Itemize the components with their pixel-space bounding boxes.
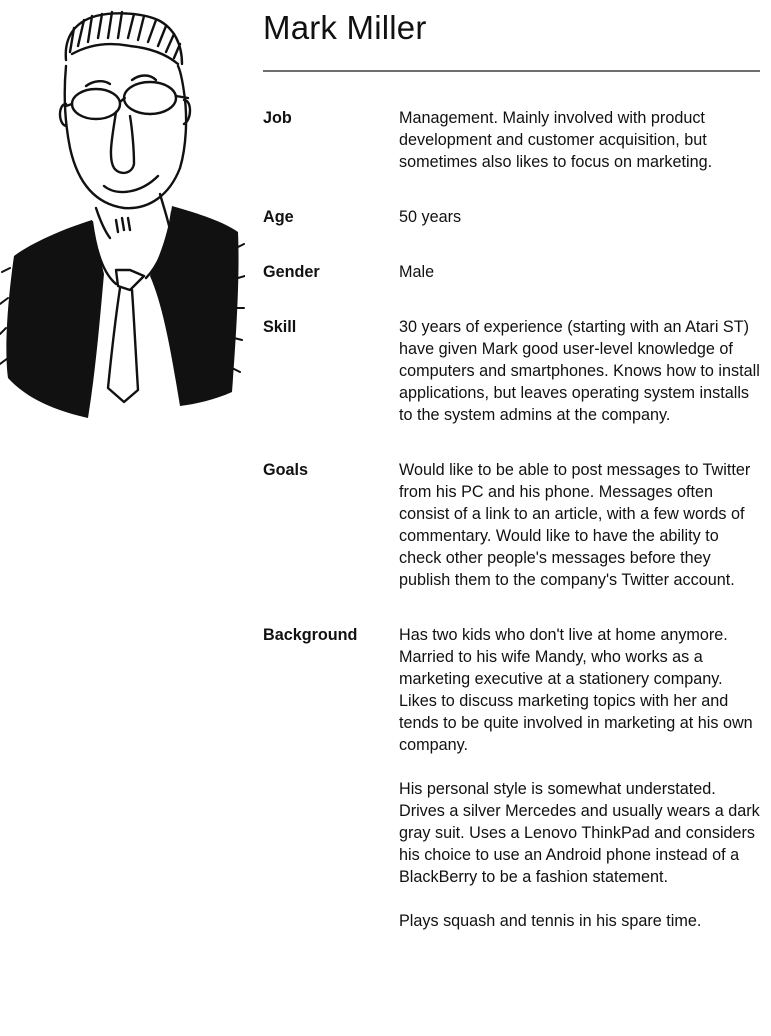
row-paragraph: Male (399, 263, 435, 281)
row-paragraph: Plays squash and tennis in his spare time. (399, 912, 702, 930)
row-paragraph: 50 years (399, 208, 462, 226)
persona-name: Mark Miller (263, 9, 427, 46)
row-label: Background (263, 626, 358, 644)
title-divider (263, 70, 760, 72)
row-gender (263, 261, 763, 283)
row-background (263, 624, 763, 932)
row-value (399, 459, 763, 591)
row-label: Goals (263, 461, 308, 479)
row-value (399, 316, 763, 426)
row-value (399, 107, 763, 173)
row-paragraph: Has two kids who don't live at home anymore. Married to his wife Mandy, who works as a marketing executive at a stationery company. Likes to discuss marketing topics with her and tends to be quite involved in marketing at his own company. (399, 626, 753, 754)
row-value (399, 261, 763, 283)
row-age (263, 206, 763, 228)
persona-details (263, 107, 763, 965)
row-label: Job (263, 109, 292, 127)
row-label: Age (263, 208, 294, 226)
persona-portrait-sketch-icon (0, 8, 245, 418)
row-paragraph: His personal style is somewhat understated. Drives a silver Mercedes and usually wears a dark gray suit. Uses a Lenovo ThinkPad and considers his choice to use an Android phone instead of a BlackBerry to be a fashion statement. (399, 780, 760, 886)
row-job (263, 107, 763, 173)
row-label: Gender (263, 263, 320, 281)
row-value (399, 206, 763, 228)
row-label: Skill (263, 318, 297, 336)
row-paragraph: Would like to be able to post messages to Twitter from his PC and his phone. Messages often consist of a link to an article, with a few words of commentary. Would like to have the ability to check other people's messages before they publish them to the company's Twitter account. (399, 461, 751, 589)
row-paragraph: Management. Mainly involved with product development and customer acquisition, but sometimes also likes to focus on marketing. (399, 109, 713, 171)
row-skill (263, 316, 763, 426)
row-value (399, 624, 763, 932)
row-paragraph: 30 years of experience (starting with an Atari ST) have given Mark good user-level knowledge of computers and smartphones. Knows how to install applications, but leaves operating system installs to the system admins at the company. (399, 318, 760, 424)
row-goals (263, 459, 763, 591)
